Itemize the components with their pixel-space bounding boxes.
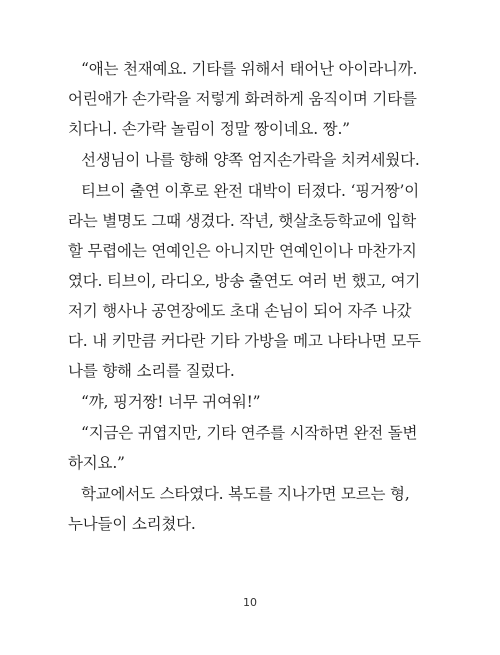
text-line: 선생님이 나를 향해 양쪽 엄지손가락을 치켜세웠다.	[81, 151, 420, 169]
text-line: “꺄, 핑거짱! 너무 귀여워!”	[81, 393, 261, 411]
text-line: 학교에서도 스타였다. 복도를 지나가면 모르는 형,	[81, 485, 410, 503]
text-line: 누나들이 소리쳤다.	[68, 515, 196, 533]
text-line: 티브이 출연 이후로 완전 대박이 터졌다. ‘핑거짱’이	[81, 182, 420, 200]
text-line: 하지요.”	[68, 454, 125, 472]
text-line: 나를 향해 소리를 질렀다.	[68, 362, 235, 380]
text-line: 라는 별명도 그때 생겼다. 작년, 햇살초등학교에 입학	[68, 212, 417, 230]
text-line: 치다니. 손가락 놀림이 정말 짱이네요. 짱.”	[68, 120, 350, 138]
text-line: 저기 행사나 공연장에도 초대 손님이 되어 자주 나갔	[68, 302, 412, 320]
text-line: 였다. 티브이, 라디오, 방송 출연도 여러 번 했고, 여기	[68, 272, 421, 290]
text-line: 다. 내 키만큼 커다란 기타 가방을 메고 나타나면 모두	[68, 332, 421, 350]
text-line: “애는 천재예요. 기타를 위해서 태어난 아이라니까.	[81, 60, 418, 78]
text-line: 어린애가 손가락을 저렇게 화려하게 움직이며 기타를	[68, 90, 417, 108]
page-number: 10	[243, 596, 257, 609]
text-line: “지금은 귀엽지만, 기타 연주를 시작하면 완전 돌변	[81, 424, 418, 442]
text-line: 할 무렵에는 연예인은 아니지만 연예인이나 마찬가지	[68, 242, 417, 260]
